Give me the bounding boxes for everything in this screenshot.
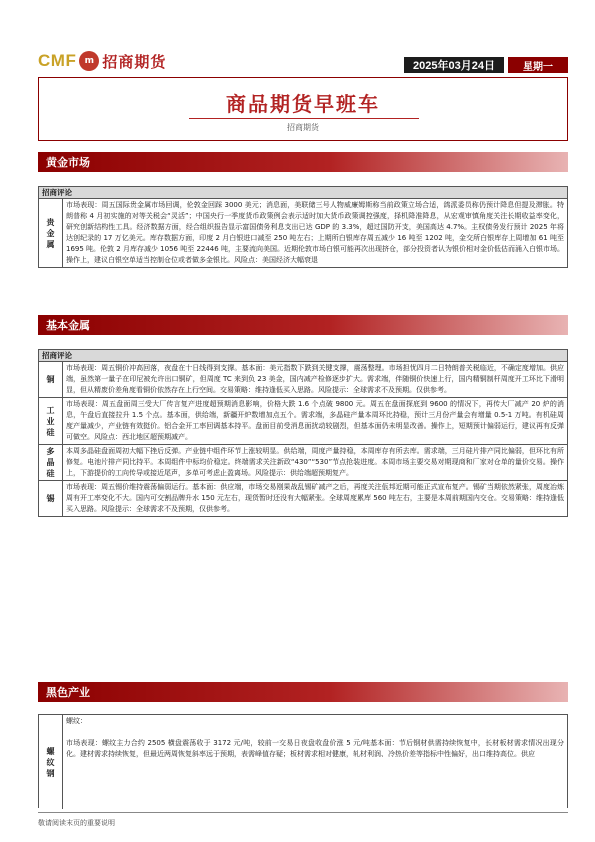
- logo-emblem-icon: m: [79, 51, 99, 71]
- table-header: 招商评论: [39, 350, 567, 362]
- table-header: 招商评论: [39, 187, 567, 199]
- base-metals-table: [38, 349, 568, 517]
- row-category: 螺纹钢: [39, 715, 63, 809]
- row-category: 贵金属: [39, 199, 63, 267]
- footer-disclaimer: 敬请阅读末页的重要说明: [38, 819, 115, 827]
- row-category: 铜: [39, 362, 63, 397]
- row-category: 锡: [39, 481, 63, 516]
- row-commentary: 市场表现：周五盘面周三受大厂传言复产进度超预期消息影响，价格大跌 1.6 个点破 9800 元。周五在盘面探底到 9600 的情况下，再传大厂减产 20 炉的消息，午盘后直接拉升 1.5 个点。基本面，供给端，新疆开炉数增加点五个。需求端，多晶硅产量本周环比持稳，预计三月份产量会有增量 0.5-1 万吨。有机硅周度产量减少，产业链有效挺价。铝合金开工率回调基本持平。盘面目前受消息面扰动较剧烈，但基本面仍未明显改善。操作上，短期预计偏弱运行，建议再有反弹可做空。风险点：西北地区超预期减产。: [66, 400, 564, 441]
- table-row: [39, 362, 567, 398]
- row-commentary: 市场表现：周五锡价维持震荡偏弱运行。基本面：供应端，市场交易刚果战乱锡矿减产之后，再度关注佤邦近期可能正式宣布复产。锡矿当期依然紧张，周度冶炼周有开工率变化不大。国内可交割品牌升水 150 元左右，现货暂时还没有大幅紧张。全球周度累库 560 吨左右，主要是本周前期国内交仓。交易策略：维持逢低买入思路。风险提示：全球需求不及预期，仅供参考。: [66, 483, 564, 513]
- row-text: 市场表现：螺纹主力合约 2505 横盘震荡收于 3172 元/吨，较前一交易日夜盘收盘价涨 5 元/吨基本面：节后钢材供需持续恢复中，长材板材需求情况出现分化。建材需求持续恢复，但最近两周恢复斜率远于预期，表需峰值存疑；板材需求相对健康，轧材利润、冷热价差等指标中性偏好，出口维持高位。供应: [66, 739, 564, 758]
- section-gold-header: 黄金市场: [38, 152, 568, 172]
- report-author: 招商期货: [287, 123, 319, 132]
- footer-divider: [38, 812, 568, 813]
- row-commentary: 本周多晶硅盘面周初大幅下挫后反弹。产业链中组件环节上涨较明显。供给端，周度产量持稳，本周库存有所去库。需求端，三月硅片排产同比偏弱，但环比有所修复。电池片排产同比持平。本周组件中标均价稳定。终端需求关注新政“430”“530”节点抢装进度。本周市场主要交易对期现商和厂家对仓单的量价交易。操作上，下游提价的工向传导或接近尾声，多单可考虑止盈离场。风险提示：供给端超预期复产。: [66, 447, 564, 477]
- report-date: 2025年03月24日: [404, 57, 504, 73]
- report-weekday: 星期一: [508, 57, 568, 73]
- table-row: [39, 715, 567, 809]
- logo-chinese-name: 招商期货: [102, 52, 167, 71]
- title-divider: [189, 118, 419, 119]
- report-header: [0, 0, 595, 80]
- logo-cmf-text: CMF: [38, 51, 77, 70]
- row-intro: 螺纹：: [66, 717, 87, 725]
- company-logo: [38, 50, 166, 72]
- row-commentary: 市场表现：周五铜价冲高回落，夜盘在十日线得到支撑。基本面：美元指数下跌到关键支撑，震荡整理。市场担忧四月二日特朗普关税临近，不确定度增加。供应端，虽然第一量子在印尼被允许出口铜矿，但周度 TC 来到负 23 美金，国内减产检修逐步扩大。需求端，伴随铜价快速上行，国内精铜制杆周度开工环比下滑明显，但从精废价差角度看铜价依然存在上行空间。交易策略：维持逢低买入思路。风险提示：全球需求不及预期。仅供参考。: [66, 364, 564, 394]
- row-commentary: 市场表现：周五国际贵金属市场回调，伦敦金回踩 3000 美元；消息面，美联储三号人物威廉姆斯称当前政策立场合适，鸽派委员称仍预计降息但提及滞胀。特朗普称 4 月初实施的对等关税会“灵活”；中国央行一季度货币政策例会表示适时加大货币政策调控强度，择机降准降息，从宏观审慎角度关注长期收益率变化，研究创新结构性工具。经济数据方面，经合组织报告显示富国债务利息支出已达 GDP 的 3.3%，超过国防开支，美国高达 4.7%。主权债务发行预计 2025 年将达创纪录的 17 万亿美元。库存数据方面，印度 2 月白银进口减至 250 吨左右；上期所白银库存周五减少 16 吨至 1202 吨，金交所白银库存上周增加 61 吨至 1695 吨。伦敦 2 月库存减少 1056 吨至 22446 吨，主要流向美国。近期伦敦市场白银可能再次出现挤仓，部分投资者认为银价相对金价低估而涌入白银市场。操作上，建议白银空单适当控制仓位或者做多金银比。风险点：美国经济大幅衰退: [66, 201, 564, 264]
- section-black-industry-header: 黑色产业: [38, 682, 568, 702]
- table-row: [39, 199, 567, 267]
- section-base-metals-header: 基本金属: [38, 315, 568, 335]
- table-row: [39, 481, 567, 516]
- title-box: [38, 77, 568, 141]
- page-title: 商品期货早班车: [226, 92, 380, 116]
- gold-table: [38, 186, 568, 268]
- row-category: 多晶硅: [39, 445, 63, 480]
- table-row: [39, 445, 567, 481]
- black-industry-table: [38, 714, 568, 808]
- row-commentary: [63, 715, 567, 809]
- row-category: 工业硅: [39, 398, 63, 444]
- table-row: [39, 398, 567, 445]
